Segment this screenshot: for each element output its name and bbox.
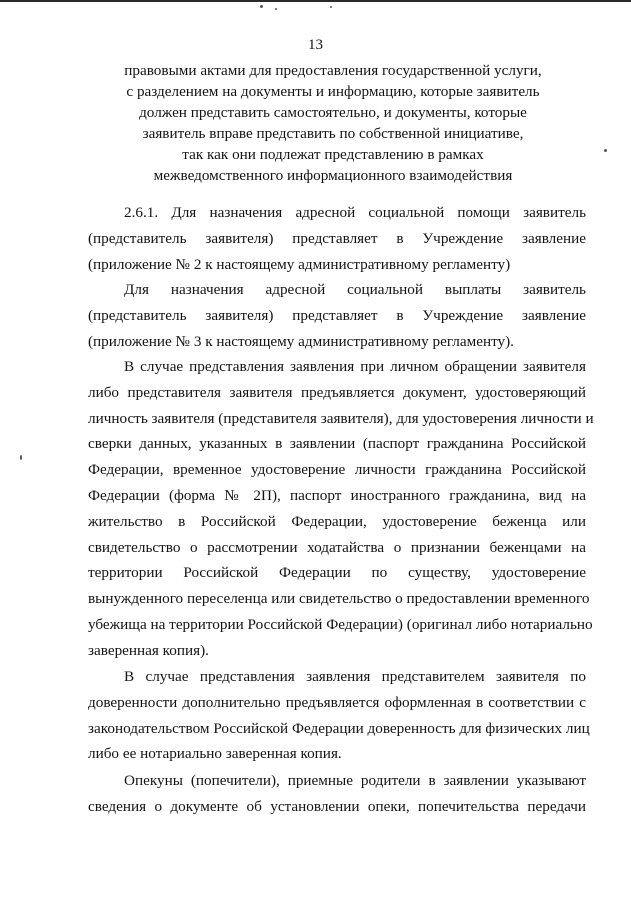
heading-line: так как они подлежат представлению в рамках	[182, 146, 484, 163]
text-line: личность заявителя (представителя заявителя), для удостоверения личности и	[88, 409, 594, 427]
scan-speck	[20, 455, 22, 460]
paragraph-personal-application	[88, 354, 594, 664]
text-line: вынужденного переселенца или свидетельство о предоставлении временного	[88, 590, 590, 608]
text-line: территории Российской Федерации по существу, удостоверение	[88, 564, 586, 582]
scan-top-edge	[0, 0, 631, 2]
heading-line: правовыми актами для предоставления государственной услуги,	[124, 62, 542, 79]
text-line: законодательством Российской Федерации доверенность для физических лиц	[88, 719, 590, 737]
text-line: Для назначения адресной социальной выплаты заявитель	[124, 281, 586, 298]
scan-speck	[330, 6, 332, 8]
paragraph-guardians	[88, 768, 586, 820]
text-line: либо ее нотариально заверенная копия.	[88, 745, 342, 763]
text-line: Федерации, временное удостоверение личности гражданина Российской	[88, 461, 586, 479]
text-line: (приложение № 2 к настоящему административному регламенту)	[88, 255, 511, 273]
text-line: Федерации (форма № 2П), паспорт иностранного гражданина, вид на	[88, 486, 586, 504]
text-line: либо представителя заявителя предъявляется документ, удостоверяющий	[88, 383, 586, 401]
paragraph-proxy	[88, 664, 590, 767]
scan-speck	[275, 8, 277, 10]
heading-line: с разделением на документы и информацию, которые заявитель	[126, 83, 540, 100]
text-line: 2.6.1. Для назначения адресной социальной помощи заявитель	[124, 204, 586, 221]
scan-speck	[260, 5, 263, 8]
text-line: В случае представления заявления при личном обращении заявителя	[124, 358, 586, 375]
scan-speck	[604, 149, 607, 152]
heading-line: заявитель вправе представить по собственной инициативе,	[142, 125, 524, 142]
text-line: убежища на территории Российской Федерации) (оригинал либо нотариально	[88, 615, 593, 633]
text-line: сверки данных, указанных в заявлении (паспорт гражданина Российской	[88, 435, 586, 453]
text-line: Опекуны (попечители), приемные родители в заявлении указывают	[124, 772, 586, 789]
page-number: 13	[308, 37, 323, 53]
text-line: (представитель заявителя) представляет в Учреждение заявление	[88, 229, 586, 247]
paragraph-social-payment	[88, 277, 586, 354]
paragraph-2-6-1	[88, 200, 586, 277]
text-line: В случае представления заявления представителем заявителя по	[124, 668, 586, 685]
text-line: (представитель заявителя) представляет в Учреждение заявление	[88, 306, 586, 324]
text-line: жительство в Российской Федерации, удостоверение беженца или	[88, 512, 586, 530]
heading-line: межведомственного информационного взаимодействия	[153, 167, 513, 184]
text-line: (приложение № 3 к настоящему административному регламенту).	[88, 332, 514, 350]
section-heading	[88, 60, 578, 186]
text-line: доверенности дополнительно предъявляется оформленная в соответствии с	[88, 693, 586, 711]
text-line: свидетельство о рассмотрении ходатайства о признании беженцами на	[88, 538, 586, 556]
text-line: сведения о документе об установлении опеки, попечительства передачи	[88, 797, 586, 815]
heading-line: должен представить самостоятельно, и документы, которые	[139, 104, 527, 121]
text-line: заверенная копия).	[88, 641, 209, 659]
